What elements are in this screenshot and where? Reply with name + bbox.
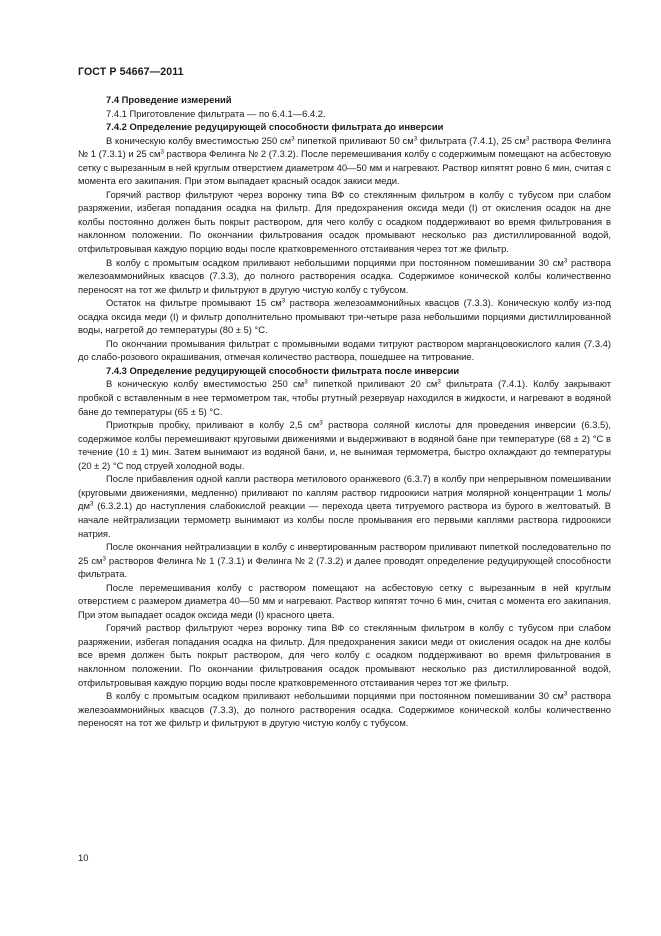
section-heading: 7.4 Проведение измерений: [106, 94, 232, 105]
body-paragraph: Остаток на фильтре промывают 15 $см^3$ раствора железоаммонийных квасцов (7.3.3). Коническую колбу из-под осадка оксида меди (I) и фильтр дополнительно промывают три-четыре раза небольшими порциями дистиллированной воды, нагретой до температуры (80 ± 5) °С.: [78, 297, 612, 336]
body-paragraph: Приоткрыв пробку, приливают в колбу 2,5 $см^3$ раствора соляной кислоты для проведения инверсии (6.3.5), содержимое колбы перемешивают круговыми движениями и выдерживают в водяной бане при температуре (68 ± 2) °С в течение (10 ± 1) мин. Затем вынимают из водяной бани, и, не вынимая термометра, быстро охлаждают до температуры (20 ± 2) °С под струей холодной воды.: [78, 419, 611, 471]
body-paragraph: После перемешивания колбу с раствором помещают на асбестовую сетку с вырезанным в ней круглым отверстием с размером диаметра 40—50 мм и нагревают. Раствор кипятят точно 6 мин, считая с момента его закипания. При этом выпадает осадок оксида меди (I) красного цвета.: [78, 581, 611, 620]
section-heading: 7.4.2 Определение редуцирующей способности фильтрата до инверсии: [106, 121, 444, 133]
body-paragraph: В колбу с промытым осадком приливают небольшими порциями при постоянном помешивании 30 $см^3$ раствора железоаммонийных квасцов (7.3.3), до полного растворения осадка. Содержимое конической колбы количественно переносят на тот же фильтр и фильтруют в другую чистую колбу с тубусом.: [78, 690, 611, 729]
body-paragraph: Горячий раствор фильтруют через воронку типа ВФ со стеклянным фильтром в колбу с тубусом при слабом разряжении, избегая попадания осадка на фильтр. Для предохранения закиси меди от окисления осадок на дне колбы все время должен быть покрыт раствором, для чего колбу с осадком поддерживают во время фильтрования в наклонном положении. По окончании фильтрования осадок промывают несколько раз дистиллированной водой, отфильтровывая каждую порцию воды после кратковременного отстаивания через тот же фильтр.: [78, 622, 611, 688]
document-body: [78, 93, 611, 730]
body-paragraph: После прибавления одной капли раствора метилового оранжевого (6.3.7) в колбу при непрерывном помешивании (круговыми движениями, медленно) приливают по каплям раствор гидроокиси натрия молярной концентрации 1 моль/$дм^3$ (6.3.2.1) до наступления слабокислой реакции — перехода цвета титруемого раствора из бурого в желтоватый. В начале нейтрализации термометр вынимают из колбы после промывания его первыми каплями раствора гидроокиси натрия.: [78, 473, 611, 539]
body-paragraph: В коническую колбу вместимостью 250 $см^3$ пипеткой приливают 20 $см^3$ фильтрата (7.4.1). Колбу закрывают пробкой с вставленным в нее термометром так, чтобы ртутный резервуар находился в жидкости, и нагревают в водяной бане до температуры (65 ± 5) °С.: [78, 378, 611, 417]
body-paragraph: Горячий раствор фильтруют через воронку типа ВФ со стеклянным фильтром в колбу с тубусом при слабом разряжении, избегая попадания осадка на фильтр. Для предохранения оксида меди (I) от окисления осадок на дне колбы постоянно должен быть покрыт раствором, для чего колбу с осадком поддерживают во время фильтрования в наклонном положении. По окончании фильтрования осадок промывают несколько раз дистиллированной водой, отфильтровывая каждую порцию воды после кратковременного отстаивания через тот же фильтр.: [78, 188, 611, 255]
body-paragraph: В коническую колбу вместимостью 250 $см^3$ пипеткой приливают 50 $см^3$ фильтрата (7.4.1), 25 $см^3$ раствора Фелинга № 1 (7.3.1) и 25 $см^3$ раствора Фелинга № 2 (7.3.2). После перемешивания колбу с содержимым помещают на асбестовую сетку с вырезанным в ней круглым отверстием диаметром 40—50 мм и нагревают. Раствор кипятят ровно 6 мин, считая с момента его закипания. При этом выпадает красный осадок закиси меди.: [78, 134, 612, 187]
section-heading: 7.4.3 Определение редуцирующей способности фильтрата после инверсии: [106, 364, 460, 376]
body-paragraph: В колбу с промытым осадком приливают небольшими порциями при постоянном помешивании 30 $см^3$ раствора железоаммонийных квасцов (7.3.3), до полного растворения осадка. Содержимое конической колбы количественно переносят на тот же фильтр и фильтруют в другую чистую колбу с тубусом.: [78, 256, 611, 295]
page-number: 10: [78, 852, 89, 863]
body-paragraph: После окончания нейтрализации в колбу с инвертированным раствором приливают пипеткой последовательно по 25 $см^3$ растворов Фелинга № 1 (7.3.1) и Фелинга № 2 (7.3.2) и далее проводят определение редуцирующей способности фильтрата.: [78, 541, 612, 580]
body-paragraph: 7.4.1 Приготовление фильтрата — по 6.4.1—6.4.2.: [106, 107, 326, 119]
body-paragraph: По окончании промывания фильтрат с промывными водами титруют раствором марганцовокислого калия (7.3.4) до слабо-розового окрашивания, отмечая количество раствора, пошедшее на титрование.: [78, 337, 611, 363]
document-header: ГОСТ Р 54667—2011: [78, 66, 184, 78]
